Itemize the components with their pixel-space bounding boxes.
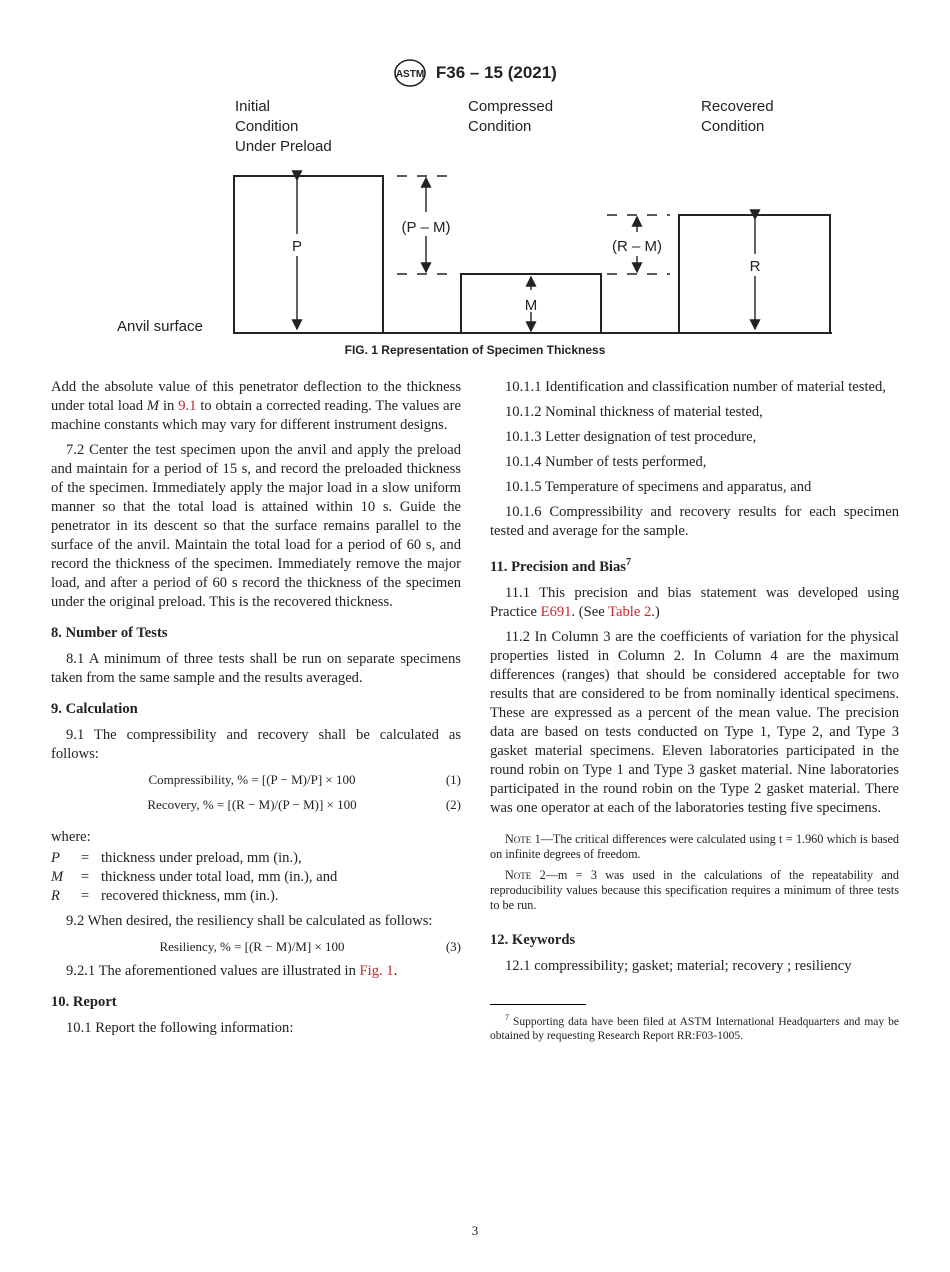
- figure-specimen-thickness: [100, 90, 840, 340]
- equation-3: Resiliency, % = [(R − M)/M] × 100 (3): [159, 939, 461, 954]
- link-e691[interactable]: E691: [540, 603, 572, 620]
- list-item: 10.1.1 Identification and classification number of material tested,: [505, 379, 886, 395]
- paragraph-7-2: 7.2 Center the test specimen upon the anvil and apply the preload and maintain for a period of 15 s, and record the preloaded thickness of the specimen. Immediately apply the major load in a slow uniform manner so that the total load is attained within 10 s. Guide the penetrator in its descent so that the surface remains parallel to the surface of the anvil. Maintain the total load for a period of 60 s, and record the thickness of the specimen. Immediately remove the major load, and after a period of 60 s record the thickness of the specimen under the original preload. This is the recovered thickness.: [51, 442, 461, 610]
- link-table-2[interactable]: Table 2: [608, 603, 652, 620]
- link-fig-1[interactable]: Fig. 1: [359, 963, 394, 979]
- dim-PM-label: (P – M): [401, 219, 451, 236]
- paragraph-11-2: 11.2 In Column 3 are the coefficients of variation for the physical properties listed in Column 2. In Column 4 are the maximum differences (ranges) that should be considered acceptable for two results that are considered to be from nominally identical specimens. These are expressed as a percent of the mean value. The precision data are based on tests conducted on Type 1, Type 2, and Type 3 gasket material specimens. Eleven laboratories participated in the round robin on Type 1 and Type 3 gasket material. Nine laboratories participated in the round robin on the Type 2 gasket material. There was one operator at each of the laboratories testing five specimens.: [490, 628, 899, 816]
- equation-1: Compressibility, % = [(P − M)/P] × 100 (1): [148, 772, 461, 787]
- paragraph-8-1: 8.1 A minimum of three tests shall be run on separate specimens taken from the same sample and the results averaged.: [51, 651, 461, 686]
- paragraph-10-1: 10.1 Report the following information:: [66, 1020, 294, 1036]
- dim-R-label: R: [749, 258, 761, 275]
- paragraph-11-1: 11.1 This precision and bias statement was developed using Practice E691. (See Table 2.): [490, 584, 899, 620]
- paragraph-9-1: 9.1 The compressibility and recovery shall be calculated as follows:: [51, 727, 461, 762]
- left-column: [51, 378, 461, 1044]
- page-header: [0, 58, 950, 88]
- where-item: P = thickness under preload, mm (in.),: [51, 850, 302, 866]
- right-column: [490, 378, 899, 1049]
- label-initial-1: Initial: [235, 98, 271, 115]
- paragraph-9-2-1: 9.2.1 The aforementioned values are illustrated in Fig. 1.: [66, 963, 398, 979]
- list-item: 10.1.2 Nominal thickness of material tested,: [505, 404, 763, 420]
- specimen-initial: [234, 176, 383, 333]
- footnote-rule: [490, 1004, 586, 1005]
- paragraph-12-1: 12.1 compressibility; gasket; material; recovery ; resiliency: [505, 957, 852, 974]
- list-item: 10.1.6 Compressibility and recovery results for each specimen tested and average for the sample.: [490, 504, 899, 539]
- dim-P-label: P: [291, 238, 303, 255]
- label-anvil: Anvil surface: [117, 318, 203, 335]
- list-item: 10.1.4 Number of tests performed,: [505, 454, 707, 470]
- heading-11: 11. Precision and Bias$^7$: [490, 557, 631, 575]
- astm-logo-icon: [393, 58, 427, 88]
- where-item: M = thickness under total load, mm (in.), and: [51, 869, 338, 885]
- list-item: 10.1.3 Letter designation of test procedure,: [505, 429, 757, 445]
- label-initial-2: Condition: [235, 118, 299, 135]
- label-initial-3: Under Preload: [235, 138, 332, 155]
- label-recovered-2: Condition: [701, 118, 765, 135]
- footnote-7: $^7$ Supporting data have been filed at ASTM International Headquarters and may be obtained by requesting Research Report RR:F03-1005.: [490, 1012, 900, 1042]
- where-label: where:: [51, 829, 91, 845]
- heading-10: 10. Report: [51, 994, 117, 1010]
- label-compressed-1: Compressed: [468, 98, 554, 115]
- figure-caption: FIG. 1 Representation of Specimen Thickness: [344, 343, 606, 357]
- where-item: R = recovered thickness, mm (in.).: [51, 888, 279, 904]
- heading-8: 8. Number of Tests: [51, 625, 168, 641]
- equation-2: Recovery, % = [(R − M)/(P − M)] × 100 (2): [147, 797, 461, 812]
- footnote-ref-7[interactable]: 7: [625, 557, 631, 568]
- label-recovered-1: Recovered: [701, 98, 774, 115]
- paragraph-7-1-continued: Add the absolute value of this penetrator deflection to the thickness under total load M in 9.1 to obtain a corrected reading. The values are machine constants which may vary for different instrument designs.: [51, 379, 461, 433]
- note-2: Note 2—m = 3 was used in the calculations of the repeatability and reproducibility values because this specification requires a minimum of three tests to be run.: [490, 867, 899, 912]
- dim-M-label: M: [524, 297, 538, 314]
- document-designation: F36 – 15 (2021): [435, 63, 557, 82]
- label-compressed-2: Condition: [468, 118, 532, 135]
- heading-12: 12. Keywords: [490, 931, 576, 948]
- page-number: 3: [471, 1223, 479, 1238]
- dim-RM-label: (R – M): [612, 238, 662, 255]
- list-item: 10.1.5 Temperature of specimens and apparatus, and: [505, 479, 812, 495]
- note-1: Note 1—The critical differences were calculated using t = 1.960 which is based on infinite degrees of freedom.: [490, 831, 900, 861]
- paragraph-9-2: 9.2 When desired, the resiliency shall be calculated as follows:: [66, 913, 433, 929]
- svg-text:ASTM: ASTM: [395, 69, 425, 80]
- link-9-1[interactable]: 9.1: [178, 398, 197, 414]
- heading-9: 9. Calculation: [51, 701, 138, 717]
